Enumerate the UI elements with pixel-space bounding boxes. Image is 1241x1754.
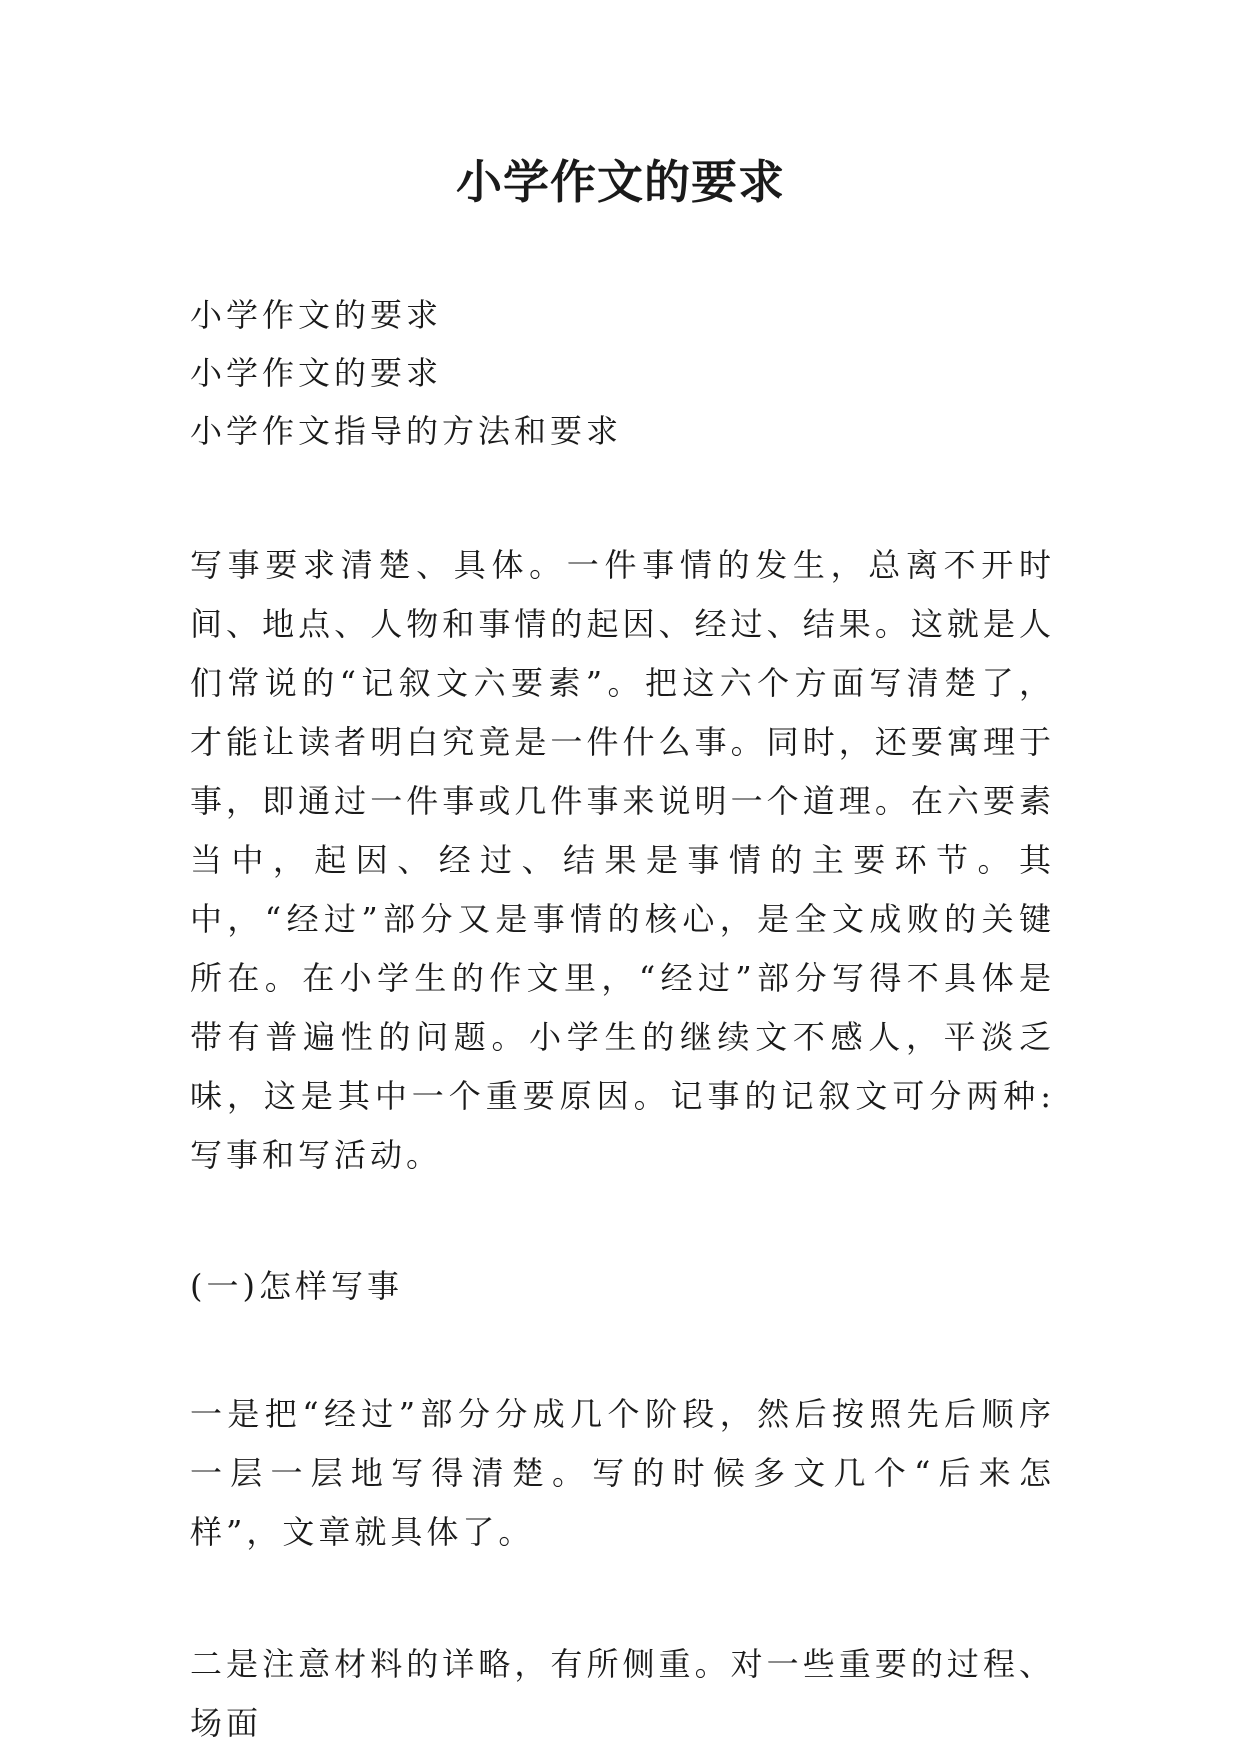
point-one-paragraph: 一是把“经过”部分分成几个阶段，然后按照先后顺序一层一层地写得清楚。写的时候多文几个“后来怎样”，文章就具体了。	[190, 1395, 1055, 1551]
spacer	[190, 1185, 1055, 1257]
point-two-paragraph: 二是注意材料的详略，有所侧重。对一些重要的过程、场面	[190, 1645, 1055, 1742]
spacer	[190, 460, 1055, 536]
document-title: 小学作文的要求	[456, 155, 785, 209]
subtitle-line-2: 小学作文的要求	[190, 354, 443, 392]
intro-paragraph: 写事要求清楚、具体。一件事情的发生，总离不开时间、地点、人物和事情的起因、经过、结果。这就是人们常说的“记叙文六要素”。把这六个方面写清楚了，才能让读者明白究竟是一件什么事。同时，还要寓理于事，即通过一件事或几件事来说明一个道理。在六要素当中，起因、经过、结果是事情的主要环节。其中，“经过”部分又是事情的核心，是全文成败的关键所在。在小学生的作文里，“经过”部分写得不具体是带有普遍性的问题。小学生的继续文不感人，平淡乏味，这是其中一个重要原因。记事的记叙文可分两种:写事和写活动。	[190, 546, 1055, 1174]
document-body	[190, 286, 1055, 1753]
spacer	[190, 1562, 1055, 1635]
subtitle-line-1: 小学作文的要求	[190, 296, 443, 334]
spacer	[190, 1315, 1055, 1385]
subtitle-line-3: 小学作文指导的方法和要求	[190, 412, 623, 450]
section-heading: (一)怎样写事	[190, 1267, 403, 1305]
